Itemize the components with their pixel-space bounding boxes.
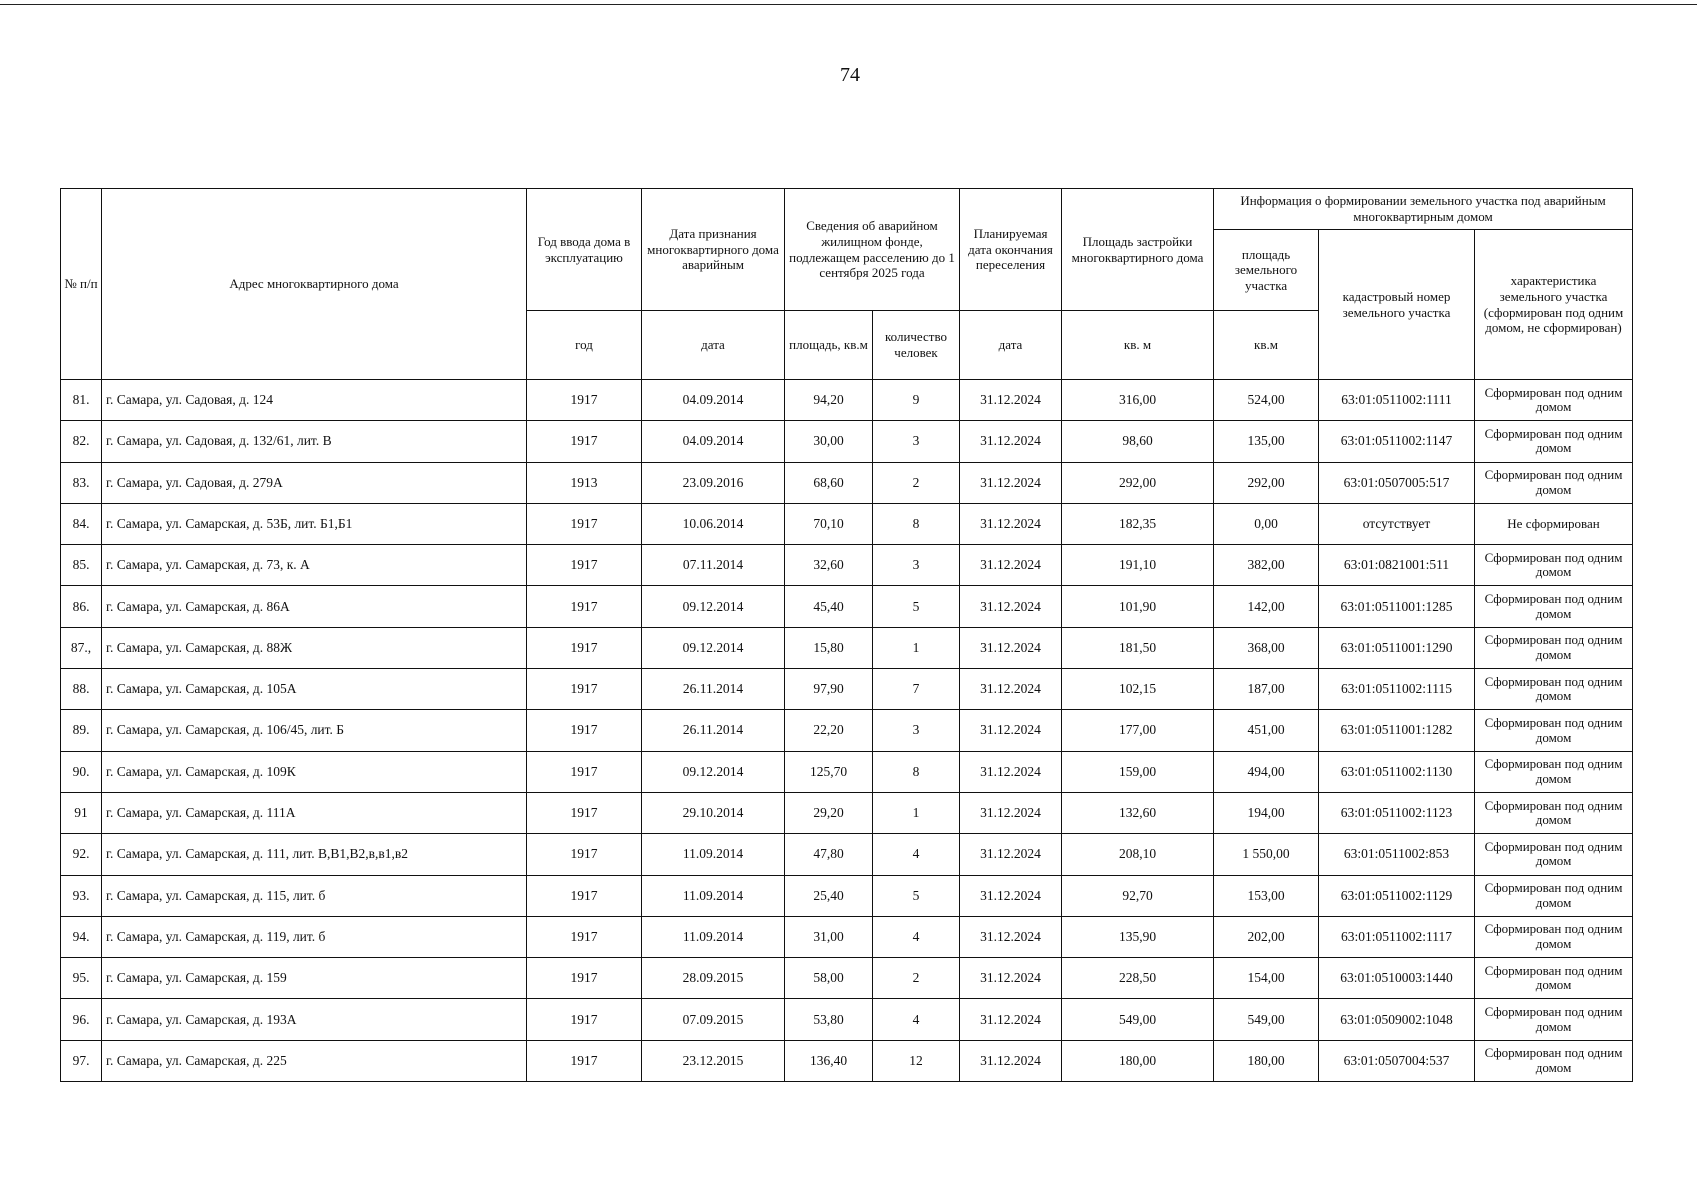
row-land-characteristic: Сформирован под одним домом [1475, 792, 1633, 833]
row-building-area: 316,00 [1062, 380, 1214, 421]
row-address: г. Самара, ул. Самарская, д. 106/45, лит. Б [102, 710, 527, 751]
row-building-area: 180,00 [1062, 1040, 1214, 1081]
row-date-recognized: 11.09.2014 [642, 916, 785, 957]
unit-year: год [527, 311, 642, 380]
row-cadastral-number: 63:01:0511002:1111 [1319, 380, 1475, 421]
row-number: 89. [61, 710, 102, 751]
row-planned-end: 31.12.2024 [960, 710, 1062, 751]
row-cadastral-number: 63:01:0511002:1147 [1319, 421, 1475, 462]
row-address: г. Самара, ул. Самарская, д. 73, к. А [102, 545, 527, 586]
row-date-recognized: 26.11.2014 [642, 669, 785, 710]
row-date-recognized: 07.11.2014 [642, 545, 785, 586]
unit-build-area: кв. м [1062, 311, 1214, 380]
row-land-characteristic: Не сформирован [1475, 503, 1633, 544]
row-area: 47,80 [785, 834, 873, 875]
row-land-characteristic: Сформирован под одним домом [1475, 875, 1633, 916]
row-people: 8 [873, 751, 960, 792]
row-number: 81. [61, 380, 102, 421]
row-people: 3 [873, 421, 960, 462]
row-building-area: 159,00 [1062, 751, 1214, 792]
row-number: 84. [61, 503, 102, 544]
row-date-recognized: 04.09.2014 [642, 380, 785, 421]
table-row [61, 751, 1633, 792]
row-address: г. Самара, ул. Самарская, д. 193А [102, 999, 527, 1040]
row-number: 95. [61, 958, 102, 999]
row-area: 31,00 [785, 916, 873, 957]
row-land-characteristic: Сформирован под одним домом [1475, 958, 1633, 999]
row-cadastral-number: 63:01:0511002:1123 [1319, 792, 1475, 833]
table-row [61, 627, 1633, 668]
row-building-area: 191,10 [1062, 545, 1214, 586]
row-number: 90. [61, 751, 102, 792]
row-land-area: 135,00 [1214, 421, 1319, 462]
row-year-built: 1917 [527, 834, 642, 875]
row-area: 32,60 [785, 545, 873, 586]
row-year-built: 1917 [527, 586, 642, 627]
row-address: г. Самара, ул. Самарская, д. 111А [102, 792, 527, 833]
row-address: г. Самара, ул. Самарская, д. 86А [102, 586, 527, 627]
row-year-built: 1917 [527, 916, 642, 957]
row-people: 8 [873, 503, 960, 544]
row-planned-end: 31.12.2024 [960, 751, 1062, 792]
row-people: 2 [873, 462, 960, 503]
row-people: 5 [873, 586, 960, 627]
row-land-area: 382,00 [1214, 545, 1319, 586]
row-cadastral-number: 63:01:0511002:1130 [1319, 751, 1475, 792]
row-people: 4 [873, 999, 960, 1040]
row-planned-end: 31.12.2024 [960, 462, 1062, 503]
row-land-area: 187,00 [1214, 669, 1319, 710]
row-year-built: 1917 [527, 792, 642, 833]
row-area: 22,20 [785, 710, 873, 751]
header-year-built: Год ввода дома в эксплуатацию [527, 189, 642, 311]
header-building-area: Площадь застройки многоквартирного дома [1062, 189, 1214, 311]
row-land-area: 368,00 [1214, 627, 1319, 668]
table-row [61, 834, 1633, 875]
header-planned-end: Планируемая дата окончания переселения [960, 189, 1062, 311]
row-area: 45,40 [785, 586, 873, 627]
row-land-characteristic: Сформирован под одним домом [1475, 669, 1633, 710]
row-planned-end: 31.12.2024 [960, 875, 1062, 916]
row-land-area: 1 550,00 [1214, 834, 1319, 875]
header-land-area: площадь земельного участка [1214, 230, 1319, 311]
row-people: 4 [873, 834, 960, 875]
row-area: 94,20 [785, 380, 873, 421]
row-cadastral-number: 63:01:0507005:517 [1319, 462, 1475, 503]
row-date-recognized: 11.09.2014 [642, 834, 785, 875]
row-area: 136,40 [785, 1040, 873, 1081]
row-land-characteristic: Сформирован под одним домом [1475, 710, 1633, 751]
header-num: № п/п [61, 189, 102, 380]
row-area: 70,10 [785, 503, 873, 544]
header-land-info: Информация о формировании земельного участка под аварийным многоквартирным домом [1214, 189, 1633, 230]
row-area: 29,20 [785, 792, 873, 833]
row-number: 97. [61, 1040, 102, 1081]
table-row [61, 958, 1633, 999]
row-year-built: 1917 [527, 503, 642, 544]
row-year-built: 1917 [527, 669, 642, 710]
row-number: 86. [61, 586, 102, 627]
row-cadastral-number: 63:01:0511002:853 [1319, 834, 1475, 875]
row-area: 30,00 [785, 421, 873, 462]
row-year-built: 1917 [527, 999, 642, 1040]
row-land-area: 194,00 [1214, 792, 1319, 833]
row-land-area: 202,00 [1214, 916, 1319, 957]
row-land-characteristic: Сформирован под одним домом [1475, 421, 1633, 462]
row-area: 58,00 [785, 958, 873, 999]
row-land-characteristic: Сформирован под одним домом [1475, 999, 1633, 1040]
row-land-area: 153,00 [1214, 875, 1319, 916]
row-year-built: 1917 [527, 710, 642, 751]
row-area: 68,60 [785, 462, 873, 503]
row-address: г. Самара, ул. Садовая, д. 132/61, лит. В [102, 421, 527, 462]
unit-area: площадь, кв.м [785, 311, 873, 380]
row-planned-end: 31.12.2024 [960, 586, 1062, 627]
row-cadastral-number: 63:01:0511001:1285 [1319, 586, 1475, 627]
row-year-built: 1917 [527, 1040, 642, 1081]
row-land-area: 292,00 [1214, 462, 1319, 503]
row-land-area: 494,00 [1214, 751, 1319, 792]
row-address: г. Самара, ул. Самарская, д. 115, лит. б [102, 875, 527, 916]
row-address: г. Самара, ул. Садовая, д. 279А [102, 462, 527, 503]
unit-plan-date: дата [960, 311, 1062, 380]
row-planned-end: 31.12.2024 [960, 503, 1062, 544]
row-address: г. Самара, ул. Самарская, д. 119, лит. б [102, 916, 527, 957]
row-cadastral-number: 63:01:0821001:511 [1319, 545, 1475, 586]
row-number: 94. [61, 916, 102, 957]
row-land-characteristic: Сформирован под одним домом [1475, 834, 1633, 875]
table-row [61, 1040, 1633, 1081]
row-land-area: 549,00 [1214, 999, 1319, 1040]
row-planned-end: 31.12.2024 [960, 421, 1062, 462]
row-planned-end: 31.12.2024 [960, 627, 1062, 668]
row-cadastral-number: 63:01:0511002:1117 [1319, 916, 1475, 957]
row-year-built: 1913 [527, 462, 642, 503]
row-building-area: 132,60 [1062, 792, 1214, 833]
row-address: г. Самара, ул. Самарская, д. 111, лит. В,В1,В2,в,в1,в2 [102, 834, 527, 875]
row-land-characteristic: Сформирован под одним домом [1475, 462, 1633, 503]
row-planned-end: 31.12.2024 [960, 669, 1062, 710]
row-cadastral-number: 63:01:0511001:1290 [1319, 627, 1475, 668]
row-area: 25,40 [785, 875, 873, 916]
row-building-area: 181,50 [1062, 627, 1214, 668]
row-address: г. Самара, ул. Самарская, д. 109К [102, 751, 527, 792]
row-planned-end: 31.12.2024 [960, 916, 1062, 957]
row-people: 9 [873, 380, 960, 421]
row-number: 82. [61, 421, 102, 462]
row-land-area: 154,00 [1214, 958, 1319, 999]
row-cadastral-number: 63:01:0511001:1282 [1319, 710, 1475, 751]
row-cadastral-number: 63:01:0510003:1440 [1319, 958, 1475, 999]
row-number: 87., [61, 627, 102, 668]
unit-people: количество человек [873, 311, 960, 380]
row-people: 4 [873, 916, 960, 957]
row-number: 91 [61, 792, 102, 833]
row-date-recognized: 09.12.2014 [642, 586, 785, 627]
row-cadastral-number: 63:01:0511002:1115 [1319, 669, 1475, 710]
row-date-recognized: 09.12.2014 [642, 751, 785, 792]
row-building-area: 228,50 [1062, 958, 1214, 999]
row-cadastral-number: 63:01:0511002:1129 [1319, 875, 1475, 916]
header-date-recognized: Дата признания многоквартирного дома аварийным [642, 189, 785, 311]
table-row [61, 503, 1633, 544]
row-date-recognized: 04.09.2014 [642, 421, 785, 462]
row-building-area: 549,00 [1062, 999, 1214, 1040]
table-row [61, 586, 1633, 627]
table-row [61, 462, 1633, 503]
row-people: 1 [873, 792, 960, 833]
row-people: 5 [873, 875, 960, 916]
table-row [61, 380, 1633, 421]
row-year-built: 1917 [527, 875, 642, 916]
row-people: 12 [873, 1040, 960, 1081]
row-date-recognized: 29.10.2014 [642, 792, 785, 833]
header-cadastral: кадастровый номер земельного участка [1319, 230, 1475, 380]
row-date-recognized: 09.12.2014 [642, 627, 785, 668]
header-address: Адрес многоквартирного дома [102, 189, 527, 380]
row-address: г. Самара, ул. Самарская, д. 225 [102, 1040, 527, 1081]
row-land-characteristic: Сформирован под одним домом [1475, 751, 1633, 792]
row-building-area: 92,70 [1062, 875, 1214, 916]
row-building-area: 98,60 [1062, 421, 1214, 462]
row-address: г. Самара, ул. Самарская, д. 159 [102, 958, 527, 999]
row-land-characteristic: Сформирован под одним домом [1475, 586, 1633, 627]
row-land-area: 142,00 [1214, 586, 1319, 627]
row-date-recognized: 10.06.2014 [642, 503, 785, 544]
row-area: 53,80 [785, 999, 873, 1040]
row-land-area: 180,00 [1214, 1040, 1319, 1081]
table-row [61, 999, 1633, 1040]
row-cadastral-number: отсутствует [1319, 503, 1475, 544]
row-building-area: 208,10 [1062, 834, 1214, 875]
row-people: 1 [873, 627, 960, 668]
row-date-recognized: 26.11.2014 [642, 710, 785, 751]
row-year-built: 1917 [527, 380, 642, 421]
row-number: 88. [61, 669, 102, 710]
row-planned-end: 31.12.2024 [960, 834, 1062, 875]
row-year-built: 1917 [527, 958, 642, 999]
row-date-recognized: 23.12.2015 [642, 1040, 785, 1081]
row-land-characteristic: Сформирован под одним домом [1475, 916, 1633, 957]
row-date-recognized: 07.09.2015 [642, 999, 785, 1040]
row-number: 92. [61, 834, 102, 875]
row-year-built: 1917 [527, 627, 642, 668]
row-people: 2 [873, 958, 960, 999]
row-number: 83. [61, 462, 102, 503]
row-number: 85. [61, 545, 102, 586]
row-land-characteristic: Сформирован под одним домом [1475, 545, 1633, 586]
row-date-recognized: 11.09.2014 [642, 875, 785, 916]
row-year-built: 1917 [527, 421, 642, 462]
page-number: 74 [840, 64, 860, 86]
row-land-characteristic: Сформирован под одним домом [1475, 627, 1633, 668]
row-land-area: 451,00 [1214, 710, 1319, 751]
row-building-area: 101,90 [1062, 586, 1214, 627]
row-number: 93. [61, 875, 102, 916]
row-planned-end: 31.12.2024 [960, 999, 1062, 1040]
row-planned-end: 31.12.2024 [960, 1040, 1062, 1081]
row-year-built: 1917 [527, 545, 642, 586]
row-building-area: 102,15 [1062, 669, 1214, 710]
table-row [61, 545, 1633, 586]
table-row [61, 916, 1633, 957]
row-year-built: 1917 [527, 751, 642, 792]
row-area: 15,80 [785, 627, 873, 668]
row-planned-end: 31.12.2024 [960, 545, 1062, 586]
row-area: 97,90 [785, 669, 873, 710]
unit-land-area: кв.м [1214, 311, 1319, 380]
row-building-area: 135,90 [1062, 916, 1214, 957]
row-cadastral-number: 63:01:0509002:1048 [1319, 999, 1475, 1040]
table-row [61, 792, 1633, 833]
table-row [61, 669, 1633, 710]
row-land-characteristic: Сформирован под одним домом [1475, 1040, 1633, 1081]
row-land-area: 524,00 [1214, 380, 1319, 421]
row-planned-end: 31.12.2024 [960, 380, 1062, 421]
emergency-housing-table [60, 188, 1633, 1082]
row-planned-end: 31.12.2024 [960, 792, 1062, 833]
row-people: 7 [873, 669, 960, 710]
table-row [61, 710, 1633, 751]
row-building-area: 182,35 [1062, 503, 1214, 544]
row-planned-end: 31.12.2024 [960, 958, 1062, 999]
row-building-area: 292,00 [1062, 462, 1214, 503]
row-cadastral-number: 63:01:0507004:537 [1319, 1040, 1475, 1081]
row-building-area: 177,00 [1062, 710, 1214, 751]
row-address: г. Самара, ул. Самарская, д. 88Ж [102, 627, 527, 668]
row-people: 3 [873, 545, 960, 586]
table-body [61, 380, 1633, 1082]
table-row [61, 421, 1633, 462]
row-people: 3 [873, 710, 960, 751]
row-address: г. Самара, ул. Самарская, д. 53Б, лит. Б1,Б1 [102, 503, 527, 544]
header-land-char: характеристика земельного участка (сформирован под одним домом, не сформирован) [1475, 230, 1633, 380]
row-address: г. Самара, ул. Самарская, д. 105А [102, 669, 527, 710]
row-date-recognized: 28.09.2015 [642, 958, 785, 999]
row-address: г. Самара, ул. Садовая, д. 124 [102, 380, 527, 421]
top-rule [0, 4, 1697, 5]
row-land-area: 0,00 [1214, 503, 1319, 544]
header-emergency-info: Сведения об аварийном жилищном фонде, подлежащем расселению до 1 сентября 2025 года [785, 189, 960, 311]
row-area: 125,70 [785, 751, 873, 792]
row-number: 96. [61, 999, 102, 1040]
table-row [61, 875, 1633, 916]
row-date-recognized: 23.09.2016 [642, 462, 785, 503]
row-land-characteristic: Сформирован под одним домом [1475, 380, 1633, 421]
unit-date: дата [642, 311, 785, 380]
